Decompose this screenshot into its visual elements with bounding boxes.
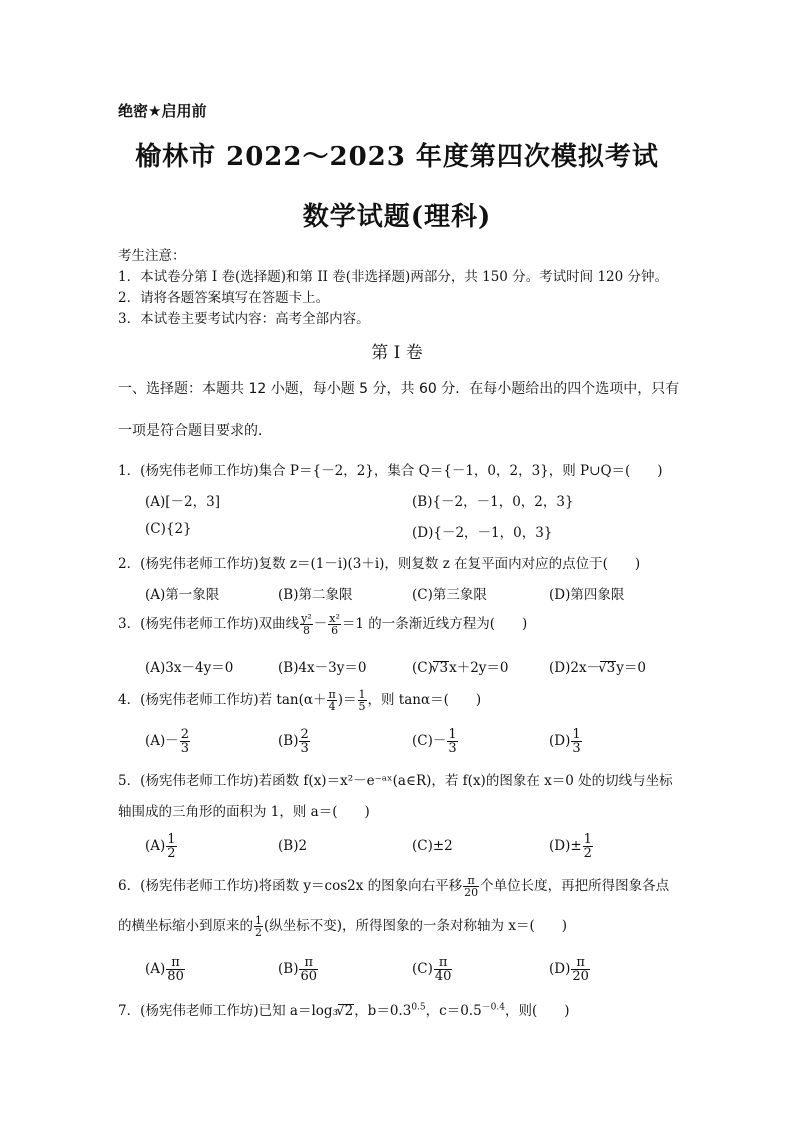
notice-heading: 考生注意： (118, 248, 186, 264)
question-6: 6．(杨宪伟老师工作坊)将函数 y＝cos2x 的图象向右平移 $\frac{\pi}{20}$ 个单位长度，再把所得图象各点 (118, 874, 670, 899)
option-c: (C) $\frac{\pi}{40}$ (412, 955, 452, 984)
option-d: (D){－2，－1，0，3} (412, 525, 553, 541)
option-a: (A) $\frac{\pi}{80}$ (145, 955, 184, 984)
notice-item: 2．请将各题答案填写在答题卡上。 (118, 290, 330, 306)
option-b: (B) $\frac{2}{3}$ (278, 727, 309, 756)
exam-subtitle: 数学试题(理科) (302, 202, 492, 232)
option-b: (B){－2，－1，0，2，3} (412, 494, 574, 510)
option-a: (A)3x－4y＝0 (145, 660, 234, 676)
section-instruction: 一项是符合题目要求的． (118, 423, 272, 439)
option-a: (A)[－2，3] (145, 494, 220, 510)
question-3: 3．(杨宪伟老师工作坊)双曲线 $\frac{\text{y²}}{8}$ － $\frac{\text{x²}}{6}$ ＝1 的一条渐近线方程为( ) (118, 612, 528, 637)
notice-item: 1．本试卷分第 I 卷(选择题)和第 II 卷(非选择题)两部分，共 150 分。考试时间 120 分钟。 (118, 269, 669, 285)
option-d: (D) $\frac{\pi}{20}$ (549, 955, 589, 984)
option-b: (B)2 (278, 838, 308, 854)
option-a: (A)－ $\frac{2}{3}$ (145, 727, 190, 756)
question-5-cont: 轴围成的三角形的面积为 1，则 a＝( ) (118, 804, 370, 820)
option-b: (B)4x－3y＝0 (278, 660, 367, 676)
question-7: 7．(杨宪伟老师工作坊)已知 a＝log₃√ 2，$b=0.3^{0.5}$，$c=0.5^{-0.4}$，则( ) (118, 999, 570, 1019)
option-a: (A)第一象限 (145, 587, 220, 603)
question-1: 1．(杨宪伟老师工作坊)集合 P＝{－2，2}，集合 Q＝{－1，0，2，3}，则 P∪Q＝( ) (118, 463, 663, 479)
option-d: (D)第四象限 (549, 587, 625, 603)
notice-item: 3．本试卷主要考试内容：高考全部内容。 (118, 311, 370, 327)
question-6-cont: 的横坐标缩小到原来的 $\frac{1}{2}$ (纵坐标不变)，所得图象的一条对称轴为 x＝( ) (118, 914, 567, 939)
option-c: (C)－ $\frac{1}{3}$ (412, 727, 457, 756)
option-c: (C){2} (145, 521, 192, 537)
option-d: (D) $\frac{1}{3}$ (549, 727, 581, 756)
exam-title: 榆林市 2022～2023 年度第四次模拟考试 (135, 142, 659, 172)
option-d: (D)± $\frac{1}{2}$ (549, 832, 592, 861)
question-5: 5．(杨宪伟老师工作坊)若函数 f(x)＝x²－e⁻ᵃˣ(a∈R)，若 f(x)的图象在 x＝0 处的切线与坐标 (118, 773, 673, 789)
question-2: 2．(杨宪伟老师工作坊)复数 z＝(1－i)(3＋i)，则复数 z 在复平面内对应的点位于( ) (118, 556, 641, 572)
question-4: 4．(杨宪伟老师工作坊)若 tan(α＋ $\frac{\pi}{4}$ )＝ $\frac{1}{5}$ ，则 tanα＝( ) (118, 688, 482, 713)
option-c: (C)±2 (412, 838, 453, 854)
option-b: (B) $\frac{\pi}{60}$ (278, 955, 318, 984)
option-d: (D)2x－√ 3y＝0 (549, 656, 646, 676)
secret-label: 绝密★启用前 (118, 102, 207, 120)
option-c: (C)第三象限 (412, 587, 487, 603)
option-c: (C)√ 3x＋2y＝0 (412, 656, 509, 676)
option-b: (B)第二象限 (278, 587, 353, 603)
option-a: (A) $\frac{1}{2}$ (145, 832, 176, 861)
section-instruction: 一、选择题：本题共 12 小题，每小题 5 分，共 60 分．在每小题给出的四个选项中，只有 (118, 381, 680, 397)
volume-heading: 第 I 卷 (371, 343, 423, 363)
